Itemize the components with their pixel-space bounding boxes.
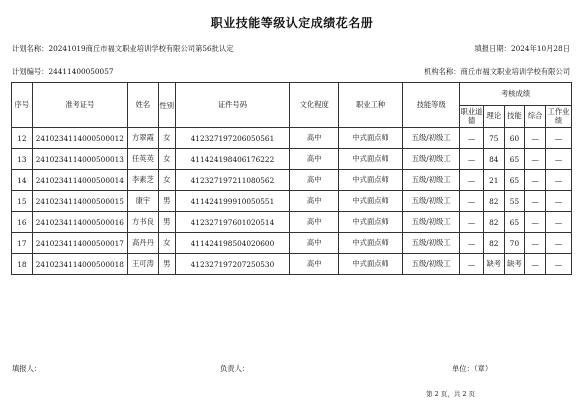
cell-seq: 17	[12, 233, 33, 254]
cell-theory: 82	[483, 233, 504, 254]
org-name-value: 商丘市福文职业培训学校有限公司	[460, 67, 570, 76]
cell-gender: 女	[158, 128, 175, 149]
cell-seq: 13	[12, 149, 33, 170]
cell-level: 五级/初级工	[403, 149, 460, 170]
cell-name: 方翠霞	[127, 128, 158, 149]
table-row	[12, 149, 572, 170]
cell-ethics: —	[460, 212, 484, 233]
cell-occupation: 中式面点师	[339, 170, 403, 191]
cell-name: 康宇	[127, 191, 158, 212]
cell-id-no: 411424198406176222	[175, 149, 290, 170]
header-exam-no: 准考证号	[32, 83, 127, 128]
cell-level: 五级/初级工	[403, 191, 460, 212]
fill-date-label: 填报日期：	[474, 44, 511, 53]
cell-seq: 16	[12, 212, 33, 233]
header-id-no: 证件号码	[175, 83, 290, 128]
cell-name: 任英英	[127, 149, 158, 170]
cell-skill: 65	[504, 170, 525, 191]
header-skill: 技能	[504, 105, 525, 128]
cell-level: 五级/初级工	[403, 212, 460, 233]
cell-occupation: 中式面点师	[339, 254, 403, 275]
cell-skill: 65	[504, 149, 525, 170]
cell-education: 高中	[290, 254, 339, 275]
cell-ethics: —	[460, 128, 484, 149]
header-seq: 序号	[12, 83, 33, 128]
cell-education: 高中	[290, 212, 339, 233]
cell-theory: 21	[483, 170, 504, 191]
cell-theory: 75	[483, 128, 504, 149]
header-name: 姓名	[127, 83, 158, 128]
cell-level: 五级/初级工	[403, 170, 460, 191]
cell-theory: 缺考	[483, 254, 504, 275]
cell-id-no: 412327197207250530	[175, 254, 290, 275]
cell-skill: 60	[504, 128, 525, 149]
cell-seq: 18	[12, 254, 33, 275]
cell-comprehensive: —	[525, 149, 546, 170]
cell-education: 高中	[290, 149, 339, 170]
plan-no-label: 计划编号：	[12, 67, 49, 76]
cell-id-no: 411424198504020600	[175, 233, 290, 254]
cell-name: 李素芝	[127, 170, 158, 191]
cell-ethics: —	[460, 191, 484, 212]
cell-education: 高中	[290, 170, 339, 191]
cell-work: —	[545, 212, 571, 233]
cell-ethics: —	[460, 254, 484, 275]
cell-exam-no: 2410234114000500014	[32, 170, 127, 191]
table-row	[12, 254, 572, 275]
cell-exam-no: 2410234114000500018	[32, 254, 127, 275]
cell-work: —	[545, 170, 571, 191]
cell-occupation: 中式面点师	[339, 149, 403, 170]
cell-theory: 82	[483, 212, 504, 233]
document-title: 职业技能等级认定成绩花名册	[210, 16, 374, 30]
plan-no-value: 24411400050057	[48, 67, 114, 76]
plan-no-line	[12, 67, 113, 77]
cell-skill: 65	[504, 212, 525, 233]
cell-education: 高中	[290, 191, 339, 212]
cell-comprehensive: —	[525, 212, 546, 233]
cell-ethics: —	[460, 149, 484, 170]
cell-work: —	[545, 128, 571, 149]
header-row-1	[12, 83, 572, 106]
cell-occupation: 中式面点师	[339, 191, 403, 212]
cell-gender: 男	[158, 254, 175, 275]
header-occupation: 职业工种	[339, 83, 403, 128]
cell-work: —	[545, 149, 571, 170]
cell-exam-no: 2410234114000500012	[32, 128, 127, 149]
cell-comprehensive: —	[525, 254, 546, 275]
header-ethics: 职业道德	[460, 105, 484, 128]
cell-occupation: 中式面点师	[339, 233, 403, 254]
cell-exam-no: 2410234114000500015	[32, 191, 127, 212]
cell-work: —	[545, 233, 571, 254]
table-row	[12, 128, 572, 149]
cell-seq: 15	[12, 191, 33, 212]
fill-date-line	[474, 44, 570, 54]
table-row	[12, 212, 572, 233]
cell-comprehensive: —	[525, 170, 546, 191]
cell-exam-no: 2410234114000500016	[32, 212, 127, 233]
cell-seq: 12	[12, 128, 33, 149]
header-theory: 理论	[483, 105, 504, 128]
unit-seal-label: 单位：（章）	[452, 364, 493, 373]
cell-comprehensive: —	[525, 128, 546, 149]
table-row	[12, 233, 572, 254]
cell-comprehensive: —	[525, 191, 546, 212]
header-level: 技能等级	[403, 83, 460, 128]
cell-level: 五级/初级工	[403, 254, 460, 275]
cell-id-no: 412327197211080562	[175, 170, 290, 191]
header-education: 文化程度	[290, 83, 339, 128]
cell-skill: 缺考	[504, 254, 525, 275]
cell-comprehensive: —	[525, 233, 546, 254]
header-scores: 考核成绩	[460, 83, 572, 106]
cell-work: —	[545, 191, 571, 212]
header-gender: 性别	[158, 83, 175, 128]
cell-gender: 女	[158, 170, 175, 191]
cell-skill: 55	[504, 191, 525, 212]
cell-education: 高中	[290, 233, 339, 254]
cell-name: 王可涛	[127, 254, 158, 275]
cell-name: 高丹丹	[127, 233, 158, 254]
plan-name-label: 计划名称：	[12, 44, 49, 53]
cell-ethics: —	[460, 170, 484, 191]
fill-date-value: 2024年10月28日	[510, 44, 570, 53]
cell-level: 五级/初级工	[403, 128, 460, 149]
cell-ethics: —	[460, 233, 484, 254]
cell-education: 高中	[290, 128, 339, 149]
table-row	[12, 170, 572, 191]
cell-gender: 男	[158, 212, 175, 233]
page-number: 第 2 页，共 2 页	[426, 390, 476, 398]
cell-occupation: 中式面点师	[339, 128, 403, 149]
cell-occupation: 中式面点师	[339, 212, 403, 233]
responsible-label: 负责人：	[220, 364, 250, 373]
cell-id-no: 412327197601020514	[175, 212, 290, 233]
cell-theory: 84	[483, 149, 504, 170]
org-name-line	[424, 67, 570, 77]
cell-name: 方书良	[127, 212, 158, 233]
cell-exam-no: 2410234114000500017	[32, 233, 127, 254]
cell-level: 五级/初级工	[403, 233, 460, 254]
cell-gender: 女	[158, 233, 175, 254]
plan-name-line	[12, 44, 234, 54]
header-comprehensive: 综合	[525, 105, 546, 128]
cell-gender: 男	[158, 191, 175, 212]
cell-work: —	[545, 254, 571, 275]
grade-table	[11, 82, 572, 275]
table-row	[12, 191, 572, 212]
cell-theory: 82	[483, 191, 504, 212]
cell-seq: 14	[12, 170, 33, 191]
cell-id-no: 412327197206050561	[175, 128, 290, 149]
cell-exam-no: 2410234114000500013	[32, 149, 127, 170]
cell-skill: 70	[504, 233, 525, 254]
filler-label: 填报人：	[12, 364, 42, 373]
cell-id-no: 411424199910050551	[175, 191, 290, 212]
cell-gender: 女	[158, 149, 175, 170]
plan-name-value: 20241019商丘市福文职业培训学校有限公司第56批认定	[48, 44, 234, 53]
header-work-performance: 工作业绩	[545, 105, 571, 128]
org-name-label: 机构名称：	[424, 67, 461, 76]
